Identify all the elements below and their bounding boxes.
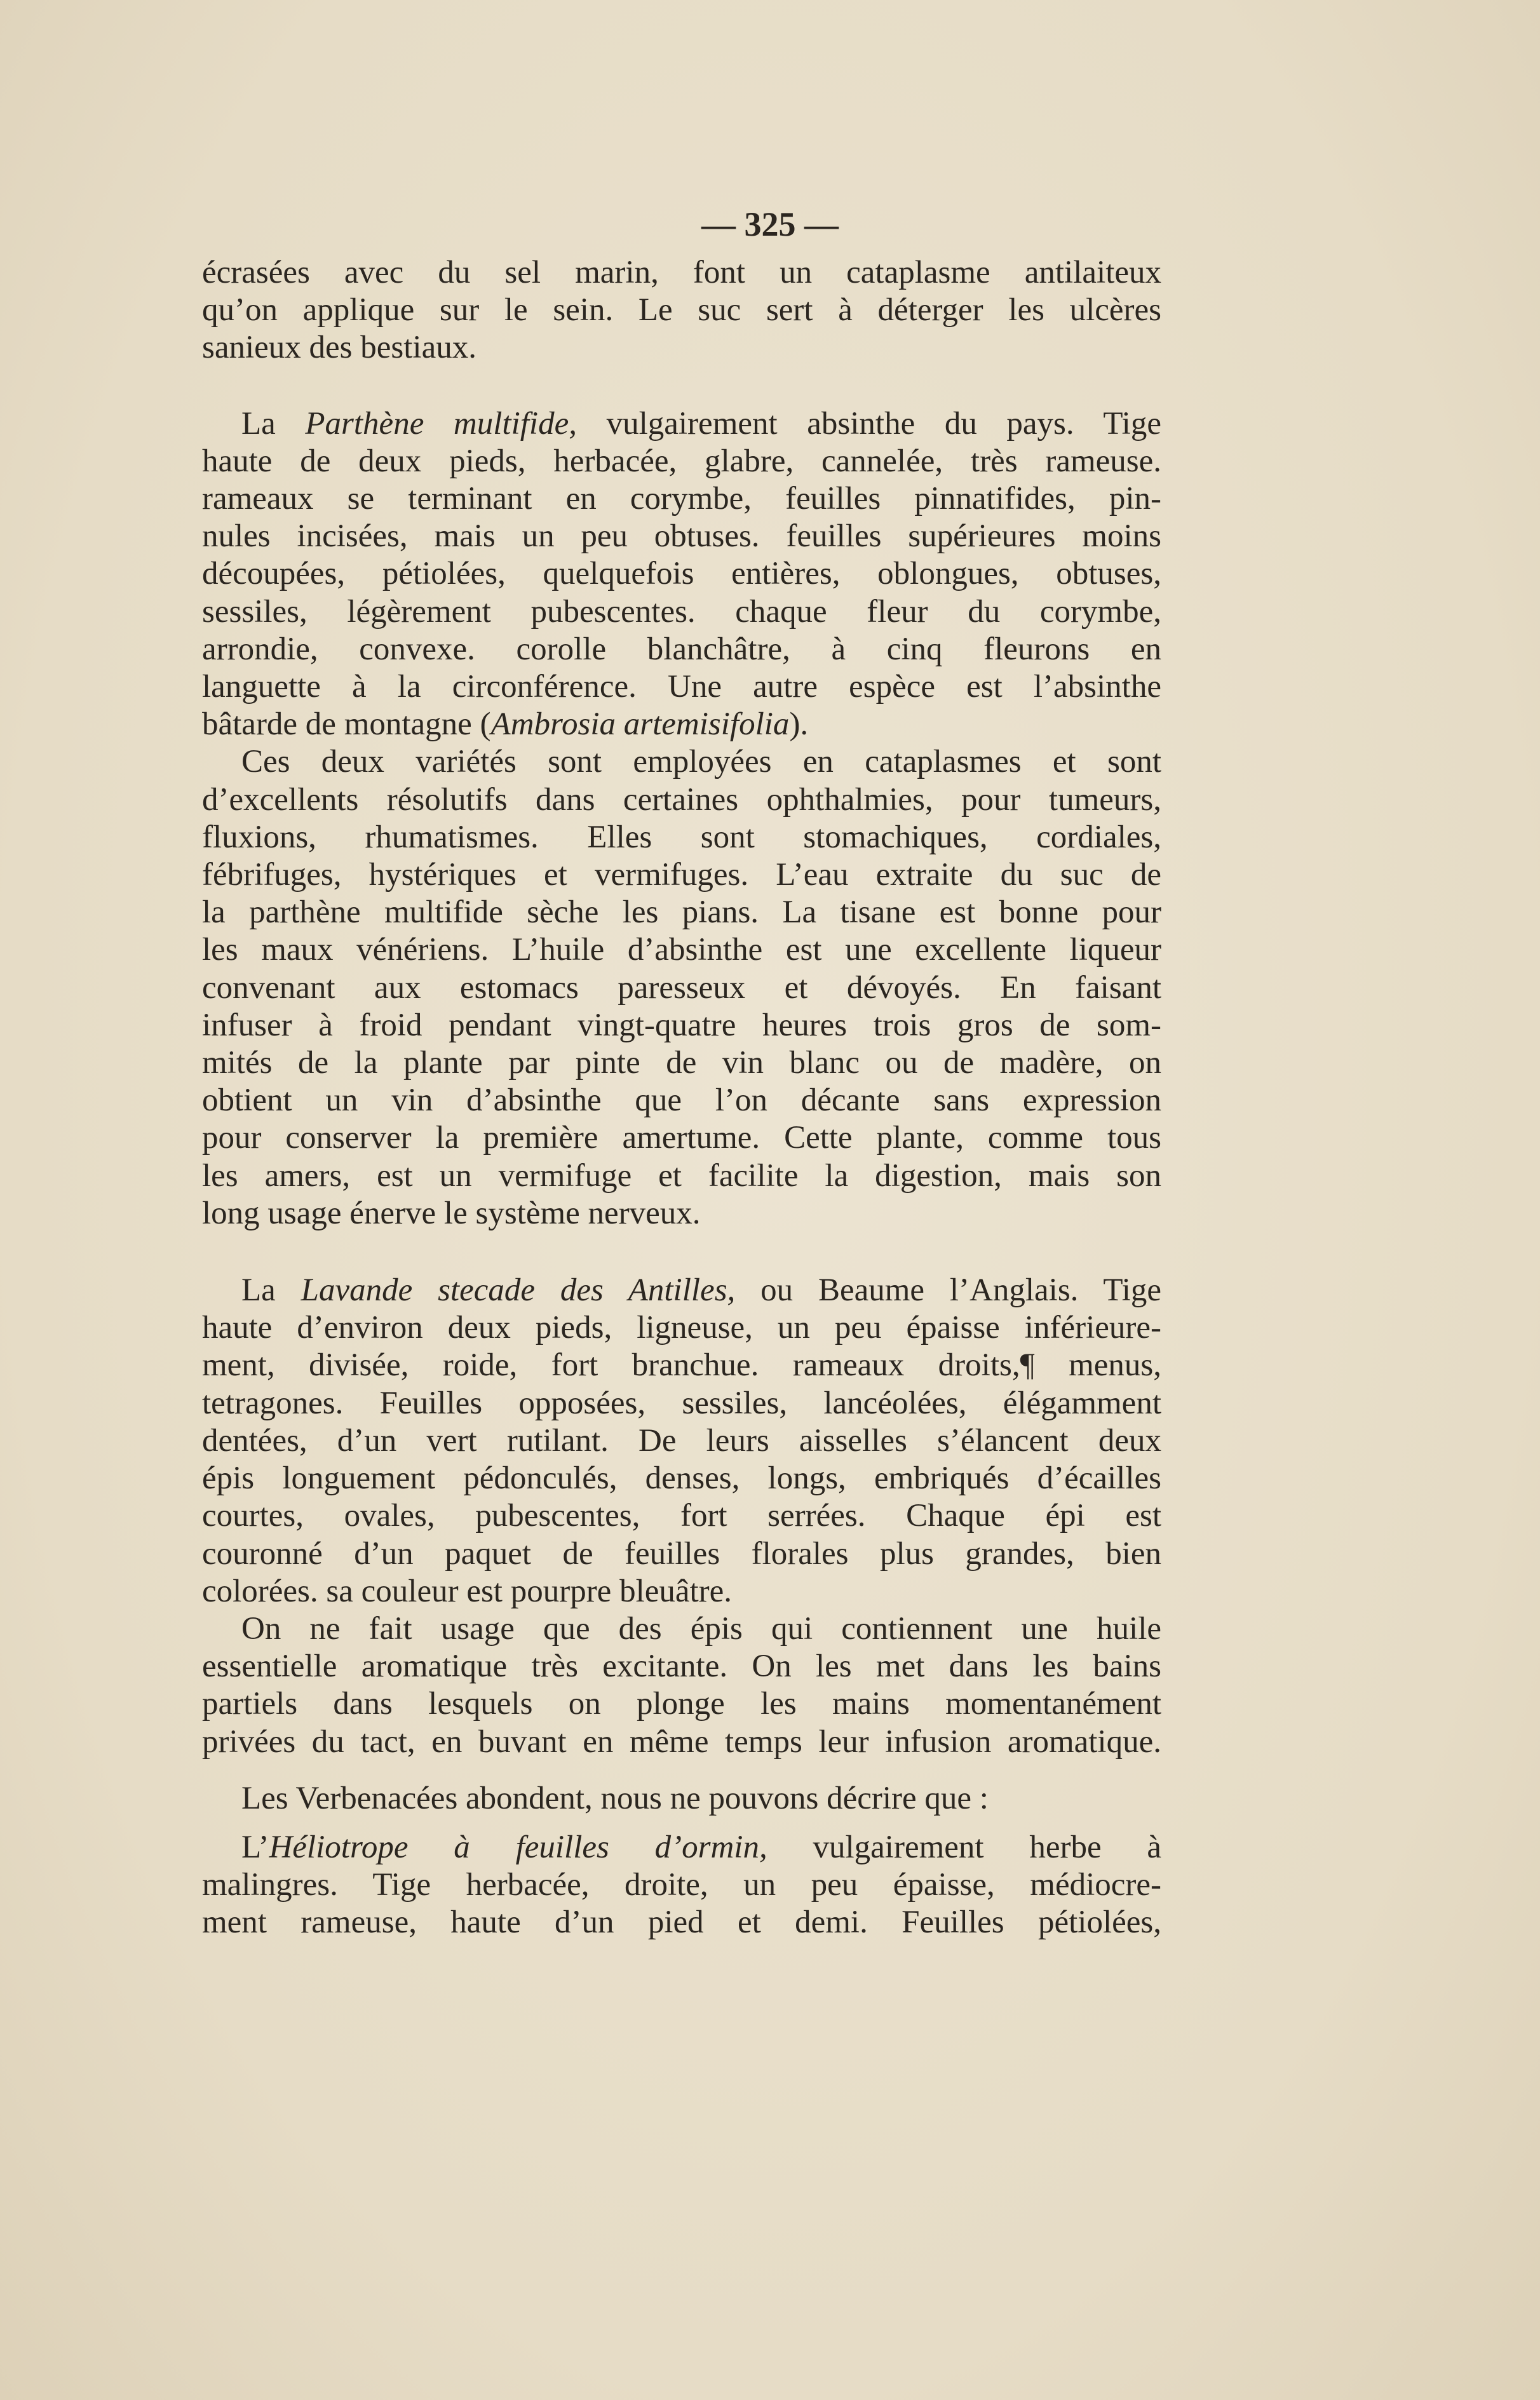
text-line: tetragones. Feuilles opposées, sessiles, lancéolées, élégamment (202, 1385, 1161, 1421)
text-line: sanieux des bestiaux. (202, 330, 476, 366)
text-line: qu’on applique sur le sein. Le suc sert à déterger les ulcères (202, 292, 1161, 328)
text-line: malingres. Tige herbacée, droite, un peu épaisse, médiocre- (202, 1867, 1161, 1903)
text-line: écrasées avec du sel marin, font un cataplasme antilaiteux (202, 255, 1161, 290)
text-line: Ces deux variétés sont employées en cataplasmes et sont (241, 744, 1161, 780)
paragraph-heliotrope (202, 1829, 1161, 1942)
text-line: les maux vénériens. L’huile d’absinthe est une excellente liqueur (202, 932, 1161, 968)
text-line: d’excellents résolutifs dans certaines ophthalmies, pour tumeurs, (202, 781, 1161, 818)
text-line: couronné d’un paquet de feuilles florales plus grandes, bien (202, 1535, 1161, 1572)
page-number: — 325 — (701, 205, 839, 243)
text-line: privées du tact, en buvant en même temps leur infusion aromatique. (202, 1723, 1161, 1760)
paragraph-continuation (202, 254, 1161, 367)
text-line: haute d’environ deux pieds, ligneuse, un peu épaisse inférieure- (202, 1310, 1161, 1346)
text-line: la parthène multifide sèche les pians. La tisane est bonne pour (202, 894, 1161, 931)
page-body (202, 254, 1161, 1942)
text-line: haute de deux pieds, herbacée, glabre, cannelée, très rameuse. (202, 443, 1161, 479)
species-name: Héliotrope à feuilles d’ormin, (269, 1829, 767, 1865)
text-line: courtes, ovales, pubescentes, fort serrées. Chaque épi est (202, 1498, 1161, 1534)
paragraph-parthene (202, 405, 1161, 744)
text-line: partiels dans lesquels on plonge les mains momentanément (202, 1686, 1161, 1722)
text-line: obtient un vin d’absinthe que l’on décante sans expression (202, 1082, 1161, 1119)
text-line: colorées. sa couleur est pourpre bleuâtre. (202, 1573, 733, 1609)
text-line: rameaux se terminant en corymbe, feuilles pinnatifides, pin- (202, 481, 1161, 517)
species-name: Parthène multifide, (305, 405, 577, 442)
text-line: découpées, pétiolées, quelquefois entières, oblongues, obtuses, (202, 556, 1161, 592)
text-line: fluxions, rhumatismes. Elles sont stomachiques, cordiales, (202, 819, 1161, 855)
text-line: épis longuement pédonculés, denses, longs, embriqués d’écailles (202, 1460, 1161, 1497)
text-line: sessiles, légèrement pubescentes. chaque fleur du corymbe, (202, 593, 1161, 630)
paragraph-verbenacees (202, 1780, 1161, 1817)
text-line: convenant aux estomacs paresseux et dévoyés. En faisant (202, 969, 1161, 1006)
text-line: L’Héliotrope à feuilles d’ormin, vulgairement herbe à (241, 1829, 1161, 1865)
text-line: La Lavande stecade des Antilles, ou Beaume l’Anglais. Tige (241, 1272, 1161, 1309)
text-line: arrondie, convexe. corolle blanchâtre, à cinq fleurons en (202, 631, 1161, 667)
paragraph-usage-lavande (202, 1610, 1161, 1761)
text-line: languette à la circonférence. Une autre espèce est l’absinthe (202, 669, 1161, 705)
text-line: La Parthène multifide, vulgairement absinthe du pays. Tige (241, 405, 1161, 442)
paragraph-lavande (202, 1272, 1161, 1610)
text-line: ment rameuse, haute d’un pied et demi. Feuilles pétiolées, (202, 1904, 1161, 1941)
text-line: bâtarde de montagne (Ambrosia artemisifolia). (202, 706, 809, 743)
text-line: mités de la plante par pinte de vin blanc ou de madère, on (202, 1045, 1161, 1081)
text-line: ment, divisée, roide, fort branchue. rameaux droits,¶ menus, (202, 1347, 1161, 1384)
species-name: Lavande stecade des Antilles, (301, 1272, 736, 1309)
text-line: fébrifuges, hystériques et vermifuges. L’eau extraite du suc de (202, 857, 1161, 893)
text-line: On ne fait usage que des épis qui contiennent une huile (241, 1610, 1161, 1647)
text-line: nules incisées, mais un peu obtuses. feuilles supérieures moins (202, 518, 1161, 555)
text-line: les amers, est un vermifuge et facilite la digestion, mais son (202, 1157, 1161, 1194)
text-line: pour conserver la première amertume. Cette plante, comme tous (202, 1120, 1161, 1156)
text-line: long usage énerve le système nerveux. (202, 1195, 701, 1231)
text-line: Les Verbenacées abondent, nous ne pouvons décrire que : (241, 1780, 989, 1816)
text-line: dentées, d’un vert rutilant. De leurs aisselles s’élancent deux (202, 1422, 1161, 1459)
text-line: essentielle aromatique très excitante. On les met dans les bains (202, 1648, 1161, 1685)
species-name: Ambrosia artemisifolia (490, 706, 790, 743)
paragraph-usage-absinthe (202, 743, 1161, 1232)
text-line: infuser à froid pendant vingt-quatre heures trois gros de som- (202, 1007, 1161, 1043)
